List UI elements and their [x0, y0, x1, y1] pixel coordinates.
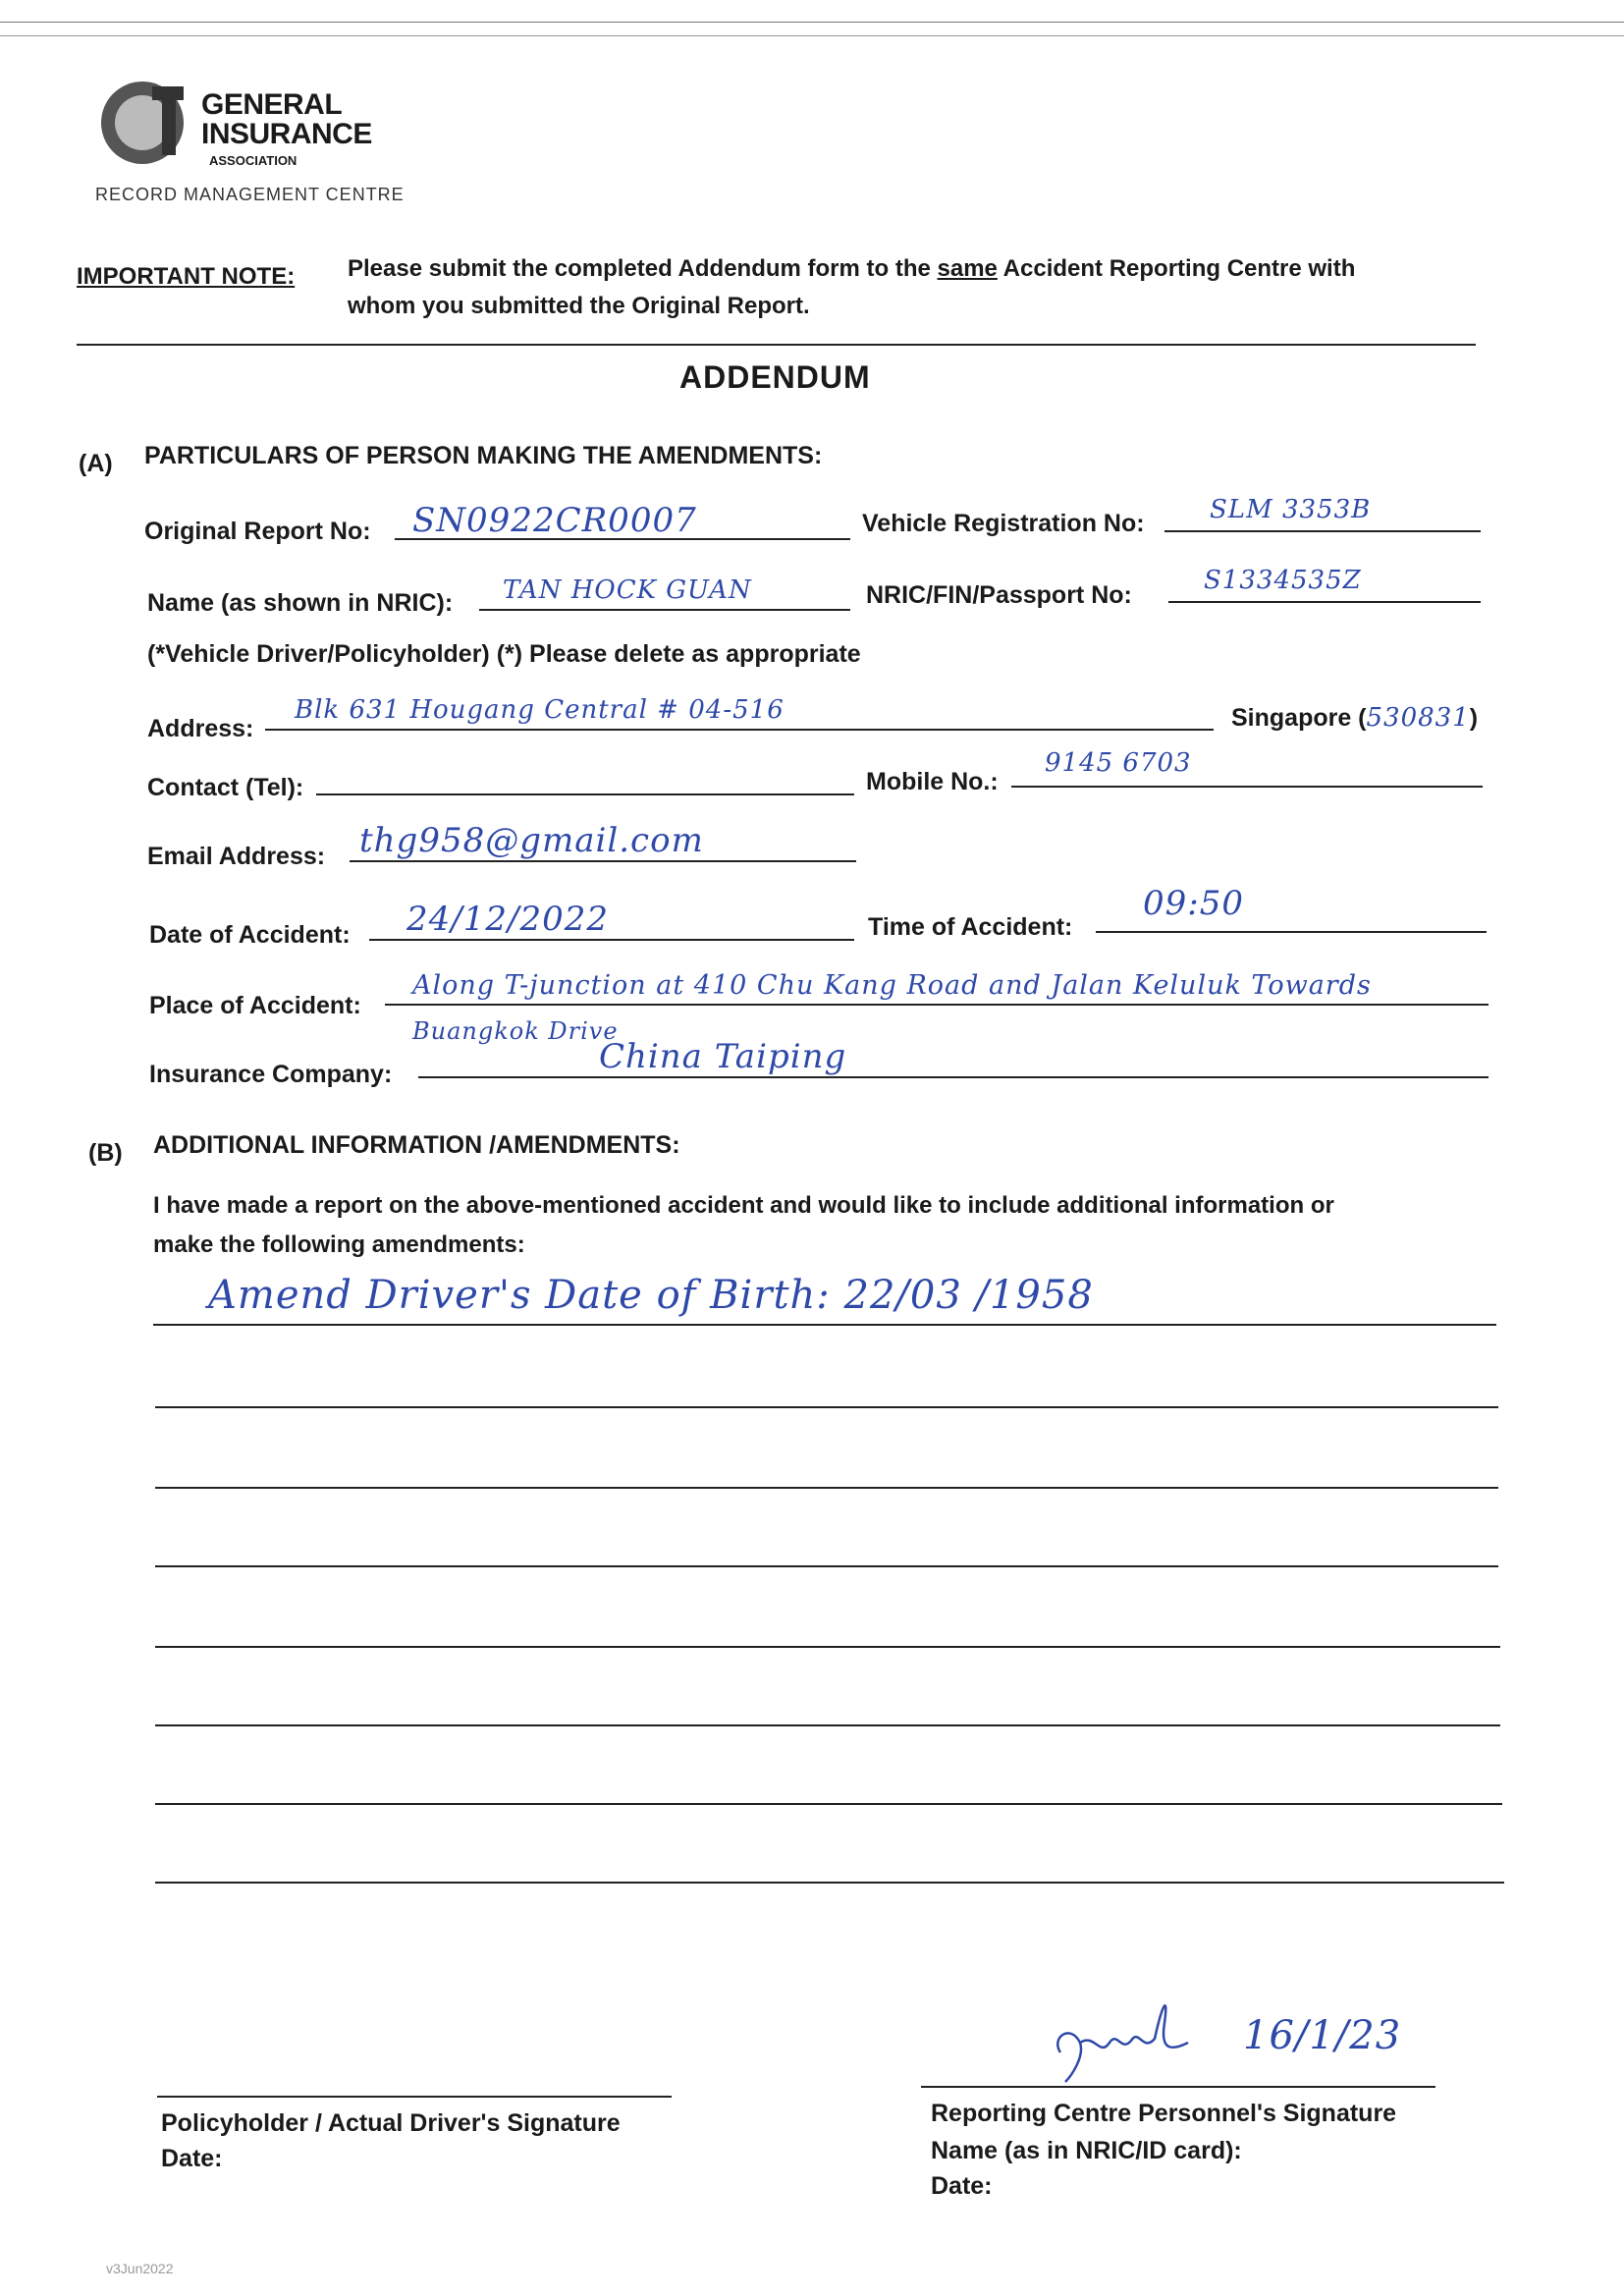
date-value: 24/12/2022 [406, 900, 609, 939]
time-value: 09:50 [1143, 884, 1244, 923]
name-value: TAN HOCK GUAN [503, 575, 752, 605]
handwritten-signature [1041, 1984, 1237, 2092]
amendment-line-8 [155, 1882, 1504, 1884]
left-signature-title: Policyholder / Actual Driver's Signature [161, 2109, 621, 2137]
section-a-heading: PARTICULARS OF PERSON MAKING THE AMENDMENTS: [144, 442, 823, 469]
mobile-label: Mobile No.: [866, 768, 999, 795]
org-name-line3: ASSOCIATION [209, 153, 298, 168]
important-note-label: IMPORTANT NOTE: [77, 263, 296, 290]
form-version: v3Jun2022 [106, 2261, 174, 2276]
address-value: Blk 631 Hougang Central # 04-516 [295, 695, 785, 725]
gia-logo-icon [93, 79, 201, 167]
email-line [350, 860, 856, 862]
scan-edge-top [0, 22, 1624, 23]
insurance-label: Insurance Company: [149, 1061, 393, 1088]
insurance-value: China Taiping [599, 1037, 847, 1076]
place-line [385, 1004, 1489, 1006]
address-label: Address: [147, 715, 254, 742]
right-signature-name: Name (as in NRIC/ID card): [931, 2137, 1242, 2164]
singapore-postal [1231, 703, 1478, 733]
time-label: Time of Accident: [868, 913, 1073, 941]
place-value-2: Buangkok Drive [412, 1017, 619, 1045]
org-subtitle: RECORD MANAGEMENT CENTRE [95, 185, 405, 204]
singapore-label: Singapore ( [1231, 704, 1367, 732]
place-label: Place of Accident: [149, 992, 361, 1019]
important-note-text [348, 255, 1355, 283]
original-report-value: SN0922CR0007 [412, 501, 697, 540]
org-name-line1: GENERAL [201, 88, 343, 121]
right-signature-date: Date: [931, 2172, 993, 2200]
amendment-line-1 [153, 1324, 1496, 1326]
name-line [479, 609, 850, 611]
section-b-intro-1: I have made a report on the above-mentioned accident and would like to include additional information or [153, 1192, 1334, 1219]
time-line [1096, 931, 1487, 933]
section-b-heading: ADDITIONAL INFORMATION /AMENDMENTS: [153, 1131, 680, 1159]
contact-label: Contact (Tel): [147, 774, 304, 801]
amendment-line-4 [155, 1565, 1498, 1567]
original-report-label: Original Report No: [144, 518, 371, 545]
place-value-1: Along T-junction at 410 Chu Kang Road and Jalan Keluluk Towards [412, 970, 1372, 1001]
address-line [265, 729, 1214, 731]
mobile-line [1011, 786, 1483, 788]
right-signature-line [921, 2086, 1435, 2088]
amendment-line-1-text: Amend Driver's Date of Birth: 22/03 /1958 [208, 1273, 1094, 1318]
email-label: Email Address: [147, 843, 326, 870]
org-name-line2: INSURANCE [201, 118, 372, 150]
note-divider [77, 344, 1476, 346]
name-label: Name (as shown in NRIC): [147, 589, 454, 617]
left-signature-date: Date: [161, 2145, 223, 2172]
amendment-line-3 [155, 1487, 1498, 1489]
amendment-line-2 [155, 1406, 1498, 1408]
important-note-text-2: whom you submitted the Original Report. [348, 293, 810, 319]
left-signature-line [157, 2096, 672, 2098]
vehicle-reg-label: Vehicle Registration No: [862, 510, 1145, 537]
note-text-b: Accident Reporting Centre with [997, 255, 1356, 282]
singapore-close: ) [1469, 704, 1479, 732]
postal-value: 530831 [1366, 703, 1470, 733]
nric-value: S1334535Z [1204, 566, 1362, 595]
amendment-line-5 [155, 1646, 1500, 1648]
gia-logo [93, 79, 407, 206]
scan-edge-top-2 [0, 35, 1624, 36]
section-b-marker: (B) [88, 1139, 123, 1167]
section-a-marker: (A) [79, 450, 113, 477]
nric-label: NRIC/FIN/Passport No: [866, 581, 1132, 609]
vehicle-reg-line [1164, 530, 1481, 532]
right-signature-title: Reporting Centre Personnel's Signature [931, 2100, 1397, 2127]
mobile-value: 9145 6703 [1045, 748, 1192, 778]
section-b-intro-2: make the following amendments: [153, 1231, 525, 1258]
insurance-line [418, 1076, 1489, 1078]
nric-line [1168, 601, 1481, 603]
date-line [369, 939, 854, 941]
contact-line [316, 793, 854, 795]
right-signed-date: 16/1/23 [1243, 2013, 1402, 2058]
role-note: (*Vehicle Driver/Policyholder) (*) Please delete as appropriate [147, 640, 861, 668]
email-value: thg958@gmail.com [359, 821, 704, 860]
page-title: ADDENDUM [679, 359, 871, 395]
note-text-a: Please submit the completed Addendum form to the [348, 255, 938, 282]
amendment-line-7 [155, 1803, 1502, 1805]
amendment-line-6 [155, 1724, 1500, 1726]
vehicle-reg-value: SLM 3353B [1210, 495, 1372, 524]
note-text-same: same [937, 255, 998, 282]
date-label: Date of Accident: [149, 921, 351, 949]
